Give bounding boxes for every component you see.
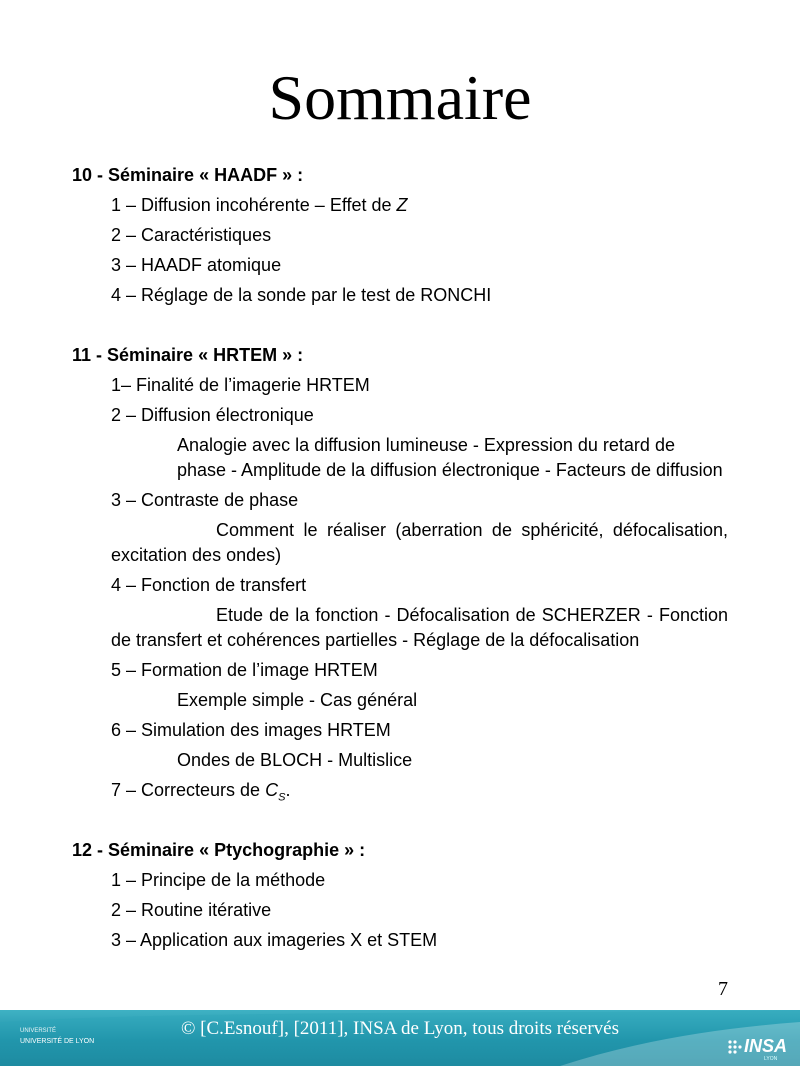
list-item: 3 – Contraste de phase <box>111 490 299 510</box>
section-heading-11: 11 - Séminaire « HRTEM » : <box>72 345 304 365</box>
footer-bar <box>0 1010 800 1066</box>
table-of-contents <box>72 160 728 955</box>
list-item: 1 – Diffusion incohérente – Effet de Z <box>111 195 408 215</box>
list-item: 4 – Réglage de la sonde par le test de RONCHI <box>111 285 492 305</box>
item-description: Comment le réaliser (aberration de sphéricité, défocalisation, excitation des ondes) <box>111 520 728 565</box>
section-heading-12: 12 - Séminaire « Ptychographie » : <box>72 840 366 860</box>
list-item: 2 – Routine itérative <box>111 900 272 920</box>
list-item: 5 – Formation de l’image HRTEM <box>111 660 378 680</box>
item-description: Etude de la fonction - Défocalisation de SCHERZER - Fonction de transfert et cohérences partielles - Réglage de la défocalisation <box>111 605 728 650</box>
section-heading-10: 10 - Séminaire « HAADF » : <box>72 165 304 185</box>
universite-de-lyon-logo: UNIVERSITÉ UNIVERSITÉ DE LYON <box>20 1028 95 1045</box>
insa-lyon-logo: INSA LYON <box>726 1034 792 1062</box>
item-description: Analogie avec la diffusion lumineuse - Expression du retard de phase - Amplitude de la diffusion électronique - Facteurs de diffusion <box>177 435 723 480</box>
page-title: Sommaire <box>268 62 532 133</box>
list-item: 3 – HAADF atomique <box>111 255 282 275</box>
list-item: 1– Finalité de l’imagerie HRTEM <box>111 375 370 395</box>
list-item: 7 – Correcteurs de $C_S$. <box>111 780 291 804</box>
list-item: 6 – Simulation des images HRTEM <box>111 720 391 740</box>
list-item: 2 – Caractéristiques <box>111 225 272 245</box>
list-item: 1 – Principe de la méthode <box>111 870 326 890</box>
list-item: 3 – Application aux imageries X et STEM <box>111 930 438 950</box>
item-description: Exemple simple - Cas général <box>177 690 418 710</box>
insa-dots-icon <box>726 1038 744 1058</box>
page-number: 7 <box>718 978 728 1000</box>
list-item: 4 – Fonction de transfert <box>111 575 307 595</box>
copyright-text: © [C.Esnouf], [2011], INSA de Lyon, tous droits réservés <box>180 1018 619 1039</box>
item-description: Ondes de BLOCH - Multislice <box>177 750 413 770</box>
list-item: 2 – Diffusion électronique <box>111 405 314 425</box>
